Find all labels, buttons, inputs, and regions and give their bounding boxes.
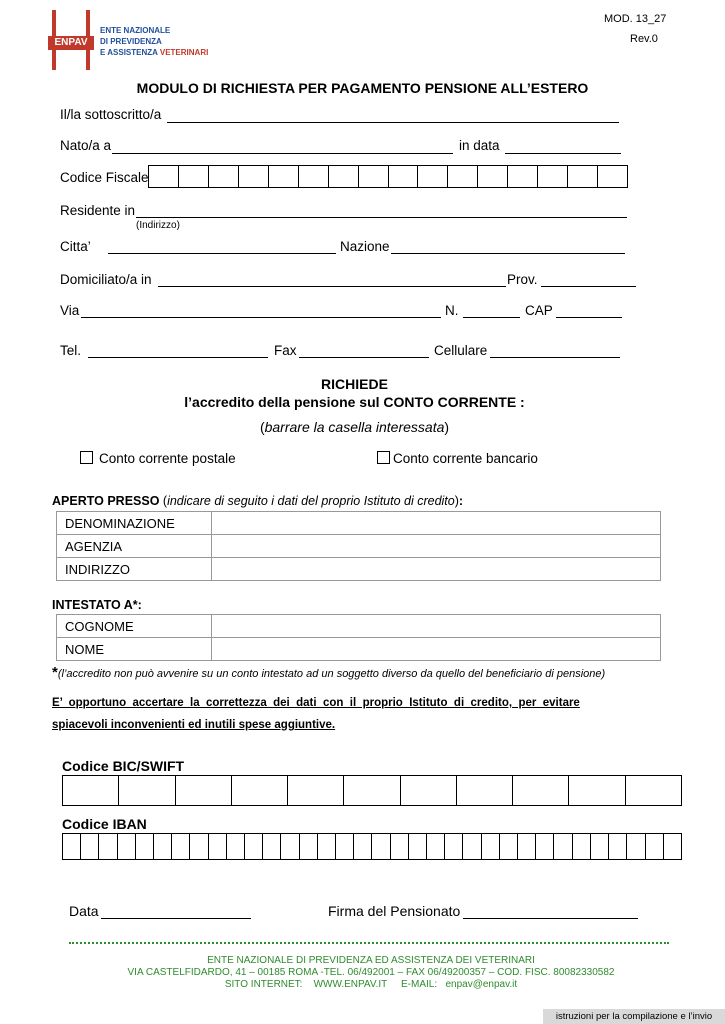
warning-line1: E’ opportuno accertare la correttezza dei dati con il proprio Istituto di credito, per evitare [52,697,580,709]
iban-cell[interactable] [627,834,645,859]
codice-fiscale-cell[interactable] [448,166,478,187]
option-postale-label: Conto corrente postale [99,451,236,466]
fax-label: Fax [274,343,297,358]
iban-boxes[interactable] [62,833,682,860]
sottoscritto-label: Il/la sottoscritto/a [60,107,162,122]
cognome-input[interactable] [212,615,661,638]
bic-cell[interactable] [344,776,400,805]
iban-cell[interactable] [463,834,481,859]
tel-label: Tel. [60,343,82,358]
bic-boxes[interactable] [62,775,682,806]
iban-cell[interactable] [354,834,372,859]
n-line[interactable] [463,317,520,318]
richiede-heading: RICHIEDE [321,376,388,392]
domiciliato-line[interactable] [158,286,506,287]
denominazione-input[interactable] [212,512,661,535]
iban-cell[interactable] [664,834,681,859]
codice-fiscale-cell[interactable] [359,166,389,187]
codice-fiscale-label: Codice Fiscale [60,170,149,185]
mod-code: MOD. 13_27 [604,13,667,25]
prov-line[interactable] [541,286,636,287]
iban-cell[interactable] [154,834,172,859]
logo-short: ENPAV [48,36,94,50]
bic-cell[interactable] [176,776,232,805]
aperto-presso-heading: APERTO PRESSO (indicare di seguito i dati del proprio Istituto di credito): [52,494,464,508]
bic-cell[interactable] [288,776,344,805]
footer-line2: VIA CASTELFIDARDO, 41 – 00185 ROMA -TEL. 06/492001 – FAX 06/49200357 – COD. FISC. 80082330582 [127,967,615,978]
table-row [57,615,661,638]
row-label: AGENZIA [57,535,212,558]
iban-cell[interactable] [263,834,281,859]
iban-cell[interactable] [391,834,409,859]
bic-cell[interactable] [457,776,513,805]
iban-cell[interactable] [336,834,354,859]
aperto-presso-table [56,511,661,581]
rev: Rev.0 [630,33,658,45]
iban-cell[interactable] [172,834,190,859]
footer-divider [69,942,669,944]
iban-label: Codice IBAN [62,816,147,832]
checkbox-bancario[interactable] [377,451,390,464]
data-label: Data [69,903,99,919]
iban-cell[interactable] [245,834,263,859]
cellulare-line[interactable] [490,357,620,358]
iban-cell[interactable] [300,834,318,859]
iban-cell[interactable] [482,834,500,859]
codice-fiscale-cell[interactable] [209,166,239,187]
richiede-instruction: (barrare la casella interessata) [259,419,450,435]
via-line[interactable] [81,317,441,318]
citta-line[interactable] [108,253,336,254]
sottoscritto-line[interactable] [167,122,619,123]
iban-cell[interactable] [409,834,427,859]
bic-cell[interactable] [232,776,288,805]
cap-line[interactable] [556,317,622,318]
table-row [57,558,661,581]
in-data-label: in data [459,138,500,153]
iban-cell[interactable] [518,834,536,859]
checkbox-postale[interactable] [80,451,93,464]
aperto-presso-label: APERTO PRESSO [52,494,160,508]
firma-line[interactable] [463,918,638,919]
codice-fiscale-cell[interactable] [269,166,299,187]
footer-line1: ENTE NAZIONALE DI PREVIDENZA ED ASSISTENZA DEI VETERINARI [207,955,535,966]
iban-cell[interactable] [427,834,445,859]
bic-cell[interactable] [513,776,569,805]
iban-cell[interactable] [554,834,572,859]
n-label: N. [445,303,459,318]
iban-cell[interactable] [99,834,117,859]
bic-cell[interactable] [569,776,625,805]
residente-line[interactable] [136,217,627,218]
codice-fiscale-boxes[interactable] [148,165,628,188]
bic-cell[interactable] [401,776,457,805]
intestato-note [52,664,605,681]
iban-cell[interactable] [445,834,463,859]
iban-cell[interactable] [281,834,299,859]
row-label: NOME [57,638,212,661]
intestato-table [56,614,661,661]
agenzia-input[interactable] [212,535,661,558]
data-line[interactable] [101,918,251,919]
option-bancario[interactable] [377,451,538,466]
logo-line3b: VETERINARI [159,48,209,57]
iban-cell[interactable] [591,834,609,859]
bic-cell[interactable] [626,776,681,805]
codice-fiscale-cell[interactable] [568,166,598,187]
nato-line[interactable] [112,153,453,154]
iban-cell[interactable] [118,834,136,859]
row-label: COGNOME [57,615,212,638]
note-text: (l’accredito non può avvenire su un conto intestato ad un soggetto diverso da quello del beneficiario di pensione) [57,668,606,680]
logo-line2: DI PREVIDENZA [100,37,162,46]
iban-cell[interactable] [646,834,664,859]
codice-fiscale-cell[interactable] [329,166,359,187]
nome-input[interactable] [212,638,661,661]
iban-cell[interactable] [190,834,208,859]
istruzioni-link[interactable]: istruzioni per la compilazione e l’invio [543,1009,725,1024]
nato-label: Nato/a a [60,138,112,153]
iban-cell[interactable] [209,834,227,859]
iban-cell[interactable] [536,834,554,859]
iban-cell[interactable] [136,834,154,859]
richiede-subheading: l’accredito della pensione sul CONTO CORRENTE : [184,394,525,410]
firma-label: Firma del Pensionato [328,903,461,919]
bic-cell[interactable] [63,776,119,805]
codice-fiscale-cell[interactable] [508,166,538,187]
table-row [57,638,661,661]
note-star: * [52,664,58,681]
codice-fiscale-cell[interactable] [239,166,269,187]
tel-line[interactable] [88,357,268,358]
codice-fiscale-cell[interactable] [478,166,508,187]
iban-cell[interactable] [573,834,591,859]
codice-fiscale-cell[interactable] [598,166,627,187]
via-label: Via [60,303,80,318]
bic-cell[interactable] [119,776,175,805]
iban-cell[interactable] [609,834,627,859]
iban-cell[interactable] [500,834,518,859]
codice-fiscale-cell[interactable] [418,166,448,187]
option-postale[interactable] [80,451,236,466]
iban-cell[interactable] [318,834,336,859]
iban-cell[interactable] [81,834,99,859]
codice-fiscale-cell[interactable] [179,166,209,187]
in-data-line[interactable] [505,153,621,154]
cap-label: CAP [525,303,553,318]
instruction-text: barrare la casella interessata [264,419,445,435]
logo-line3a: E ASSISTENZA [100,48,158,57]
table-row [57,535,661,558]
logo-line3 [100,48,208,57]
codice-fiscale-cell[interactable] [149,166,179,187]
iban-cell[interactable] [227,834,245,859]
indirizzo-input[interactable] [212,558,661,581]
indirizzo-hint: (Indirizzo) [136,220,180,231]
bic-label: Codice BIC/SWIFT [62,758,185,774]
codice-fiscale-cell[interactable] [538,166,568,187]
aperto-presso-hint: indicare di seguito i dati del proprio Istituto di credito [167,494,455,508]
table-row [57,512,661,535]
domiciliato-label: Domiciliato/a in [60,272,152,287]
residente-label: Residente in [60,203,136,218]
nazione-line[interactable] [391,253,625,254]
enpav-logo [52,10,209,72]
row-label: DENOMINAZIONE [57,512,212,535]
codice-fiscale-cell[interactable] [389,166,419,187]
citta-label: Citta’ [60,239,91,254]
fax-line[interactable] [299,357,429,358]
row-label: INDIRIZZO [57,558,212,581]
warning-line2: spiacevoli inconvenienti ed inutili spese aggiuntive. [52,719,336,731]
footer-line3: SITO INTERNET: WWW.ENPAV.IT E-MAIL: enpav@enpav.it [224,979,518,990]
nazione-label: Nazione [340,239,390,254]
page-title: MODULO DI RICHIESTA PER PAGAMENTO PENSIONE ALL’ESTERO [136,80,589,96]
prov-label: Prov. [507,272,538,287]
logo-line1: ENTE NAZIONALE [100,26,171,35]
option-bancario-label: Conto corrente bancario [393,451,538,466]
cellulare-label: Cellulare [434,343,488,358]
iban-cell[interactable] [372,834,390,859]
codice-fiscale-cell[interactable] [299,166,329,187]
intestato-label: INTESTATO A*: [52,598,142,612]
iban-cell[interactable] [63,834,81,859]
